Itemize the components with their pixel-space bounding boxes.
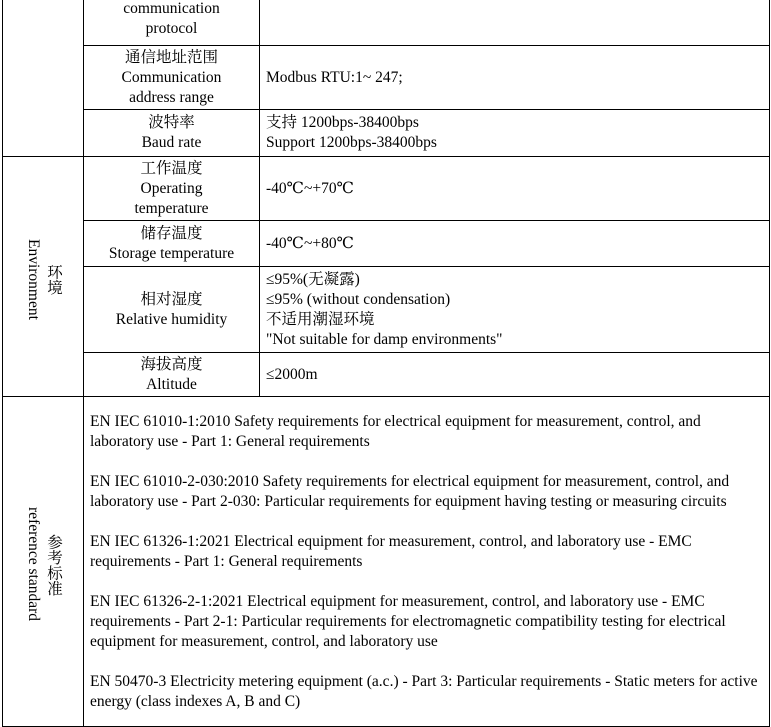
table-row xyxy=(3,46,770,110)
reference-group-label: 参考标准 reference standard xyxy=(25,507,62,622)
value-cell xyxy=(260,353,770,397)
param-cell xyxy=(84,46,260,110)
param-label: 相对湿度 xyxy=(140,290,203,308)
standard-paragraph: EN IEC 61326-1:2021 Electrical equipment for measurement, control, and laboratory use - EMC requirements - Part 1: General requirements xyxy=(90,532,692,570)
reference-group-cell xyxy=(3,397,84,727)
param-cell xyxy=(84,267,260,353)
param-cell xyxy=(84,110,260,157)
param-label: 波特率 xyxy=(148,114,195,131)
param-cell xyxy=(84,157,260,221)
standard-paragraph: EN 50470-3 Electricity metering equipment (a.c.) - Part 3: Particular requirements - Static meters for active energy (class indexes A, B and C) xyxy=(90,672,758,710)
standard-paragraph: EN IEC 61010-1:2010 Safety requirements for electrical equipment for measurement, control, and laboratory use - Part 1: General requirements xyxy=(90,412,701,450)
environment-group-cell xyxy=(3,157,84,397)
table-row xyxy=(3,110,770,157)
param-label: Altitude xyxy=(146,375,197,393)
value-cell xyxy=(260,221,770,267)
param-label: 储存温度 xyxy=(140,224,203,242)
param-label: address range xyxy=(129,88,214,106)
param-label: communication xyxy=(123,0,220,17)
spec-table xyxy=(2,0,770,727)
value-text: 不适用潮湿环境 xyxy=(266,310,375,328)
value-text: -40℃~+80℃ xyxy=(266,234,354,252)
value-text: Support 1200bps-38400bps xyxy=(266,134,437,151)
param-label: Baud rate xyxy=(141,134,202,151)
table-row xyxy=(3,353,770,397)
param-label: 工作温度 xyxy=(140,159,203,177)
param-cell xyxy=(84,221,260,267)
value-text: Modbus RTU:1~ 247; xyxy=(266,68,403,86)
param-label: protocol xyxy=(145,20,198,37)
param-label: Relative humidity xyxy=(115,310,228,328)
reference-standards-cell xyxy=(84,397,770,727)
param-cell xyxy=(84,0,260,46)
value-text: ≤95% (without condensation) xyxy=(266,290,451,308)
value-cell xyxy=(260,267,770,353)
communication-group-cell xyxy=(3,0,84,157)
value-text: 支持 1200bps-38400bps xyxy=(266,114,419,131)
table-row xyxy=(3,267,770,353)
value-cell xyxy=(260,157,770,221)
value-text: ≤95%(无凝露) xyxy=(266,270,360,288)
table-row xyxy=(3,157,770,221)
param-label: Operating xyxy=(140,179,203,197)
value-text: -40℃~+70℃ xyxy=(266,179,354,197)
param-label: 海拔高度 xyxy=(140,355,203,373)
param-cell xyxy=(84,353,260,397)
table-row xyxy=(3,397,770,727)
param-label: Communication xyxy=(121,68,222,86)
standard-paragraph: EN IEC 61010-2-030:2010 Safety requirements for electrical equipment for measurement, control, and laboratory use - Part 2-030: Particular requirements for equipment having testing or measuring circuits xyxy=(90,472,730,510)
value-cell xyxy=(260,46,770,110)
table-row xyxy=(3,0,770,46)
value-cell xyxy=(260,0,770,46)
standard-paragraph: EN IEC 61326-2-1:2021 Electrical equipment for measurement, control, and laboratory use - EMC requirements - Part 2-1: Particular requirements for electromagnetic compatibility testing for electrical equipment for measurement, control, and laboratory use xyxy=(90,592,726,650)
param-label: Storage temperature xyxy=(108,244,235,262)
table-row xyxy=(3,221,770,267)
environment-group-label: 环境 Environment xyxy=(25,239,62,320)
param-label: 通信地址范围 xyxy=(124,48,218,66)
param-label: temperature xyxy=(134,199,209,217)
value-cell xyxy=(260,110,770,157)
value-text: ≤2000m xyxy=(266,365,318,383)
value-text: "Not suitable for damp environments" xyxy=(266,330,503,348)
